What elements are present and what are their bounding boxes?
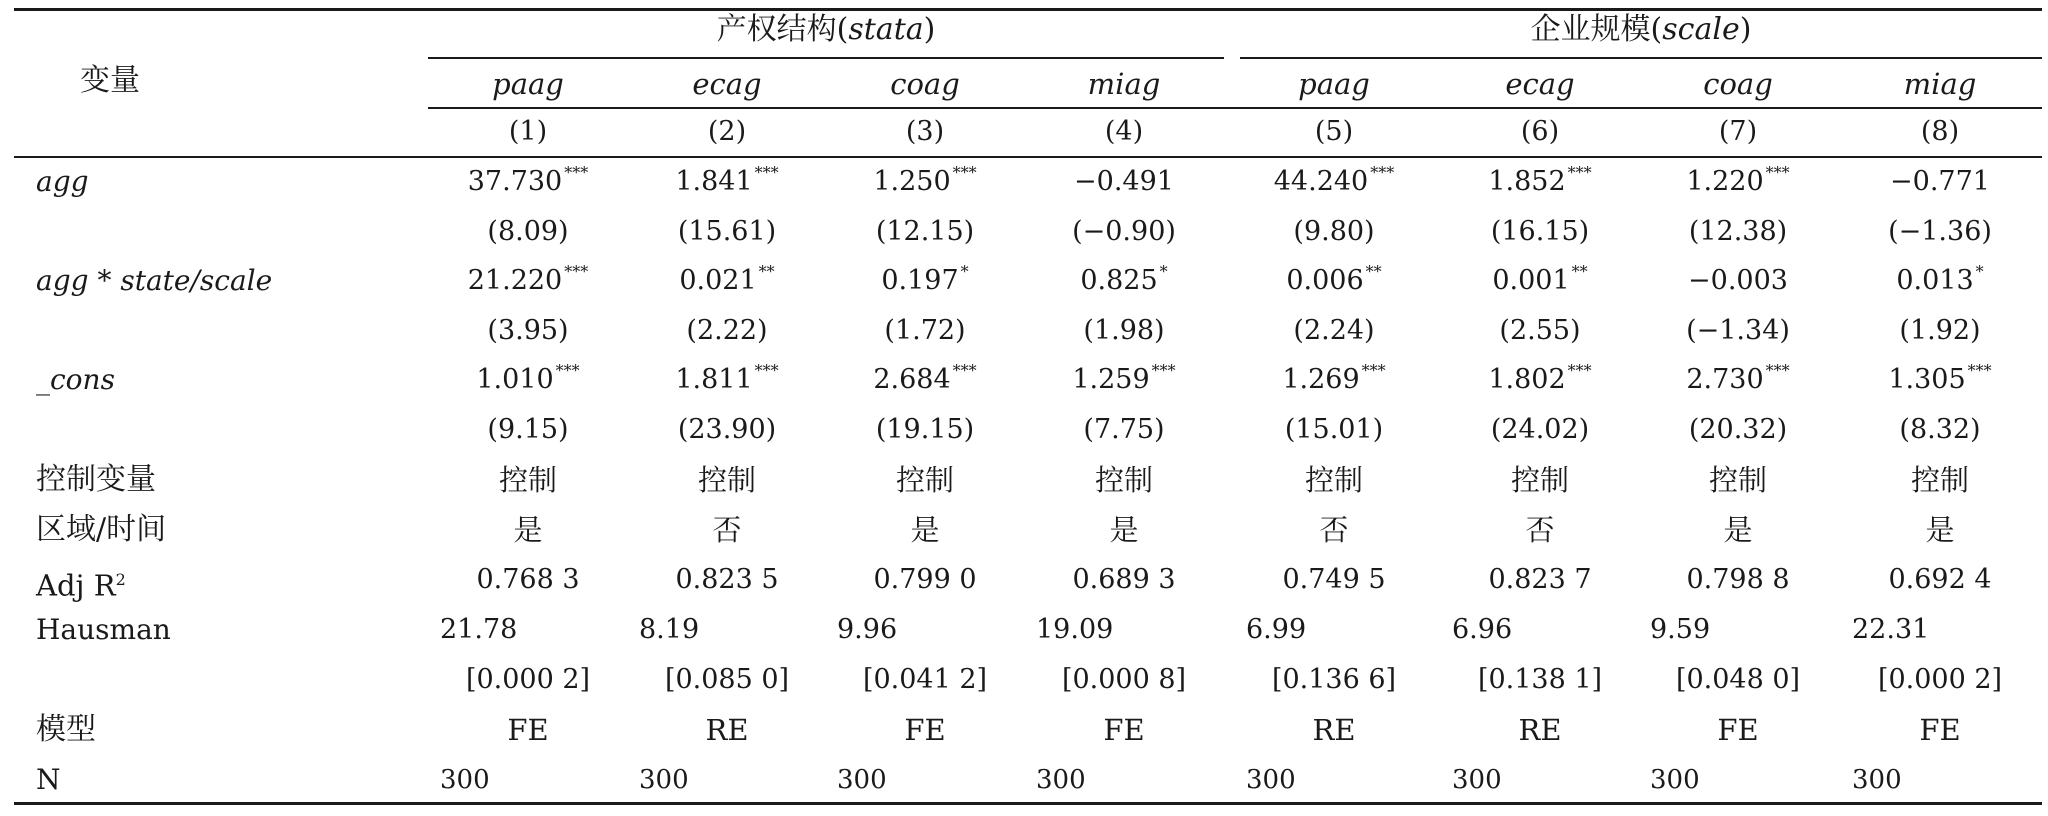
column-number: (2) <box>707 116 747 147</box>
controls-cell: 控制 <box>1910 463 1969 497</box>
group-header-scale: 企业规模(scale) <box>1530 12 1752 47</box>
row-label-n: N <box>36 763 61 796</box>
coefficient-cell <box>1442 363 1638 400</box>
coefficient-cell <box>827 165 1023 202</box>
region-time-cell: 是 <box>1109 513 1139 547</box>
coefficient-value: 1.811 <box>675 364 753 395</box>
coefficient-cell <box>430 363 626 400</box>
coefficient-value: −0.771 <box>1890 166 1990 197</box>
hausman-statistic-cell: 6.96 <box>1452 614 1513 645</box>
coefficient-cell <box>1640 363 1836 400</box>
n-cell: 300 <box>837 765 887 795</box>
coefficient-cell <box>1026 264 1222 301</box>
controls-cell: 控制 <box>1304 463 1363 497</box>
model-cell: RE <box>1518 713 1562 747</box>
coefficient-value: 0.013 <box>1896 265 1974 296</box>
adj-r2-superscript: 2 <box>115 570 126 589</box>
row-label-adj-r2 <box>36 563 126 603</box>
significance-stars: *** <box>952 163 977 182</box>
adj-r2-cell: 0.798 8 <box>1686 564 1790 595</box>
coefficient-value: −0.491 <box>1074 166 1174 197</box>
coefficient-value: 1.259 <box>1072 364 1150 395</box>
n-cell: 300 <box>1452 765 1502 795</box>
significance-stars: *** <box>1361 361 1386 380</box>
significance-stars: *** <box>1567 163 1592 182</box>
controls-cell: 控制 <box>1708 463 1767 497</box>
t-statistic-cell: (16.15) <box>1490 216 1590 247</box>
coefficient-value: 0.006 <box>1286 265 1364 296</box>
dependent-variable-label: miag <box>1903 67 1977 101</box>
model-cell: FE <box>507 713 549 747</box>
significance-stars: *** <box>754 361 779 380</box>
n-cell: 300 <box>1036 765 1086 795</box>
region-time-cell: 否 <box>712 513 742 547</box>
coefficient-value: −0.003 <box>1688 265 1788 296</box>
model-cell: FE <box>1103 713 1145 747</box>
t-statistic-cell: (12.15) <box>875 216 975 247</box>
variable-header: 变量 <box>80 63 140 98</box>
coefficient-value: 0.001 <box>1492 265 1570 296</box>
coefficient-cell <box>430 165 626 202</box>
region-time-cell: 是 <box>1723 513 1753 547</box>
region-time-cell: 是 <box>513 513 543 547</box>
row-label-model: 模型 <box>36 712 96 747</box>
significance-stars: *** <box>754 163 779 182</box>
significance-stars: ** <box>1571 262 1588 281</box>
model-cell: FE <box>1919 713 1961 747</box>
group-header-ownership: 产权结构(stata) <box>716 12 936 47</box>
hausman-statistic-cell: 22.31 <box>1852 614 1930 645</box>
t-statistic-cell: (−1.34) <box>1686 315 1790 346</box>
significance-stars: *** <box>1967 361 1992 380</box>
coefficient-cell <box>1236 264 1432 301</box>
dependent-variable-label: coag <box>890 67 960 101</box>
column-number: (3) <box>905 116 945 147</box>
hausman-statistic-cell: 19.09 <box>1036 614 1114 645</box>
t-statistic-cell: (1.72) <box>884 315 966 346</box>
hausman-statistic-cell: 6.99 <box>1246 614 1307 645</box>
significance-stars: *** <box>1765 163 1790 182</box>
n-cell: 300 <box>1650 765 1700 795</box>
t-statistic-cell: (8.32) <box>1899 414 1981 445</box>
region-time-cell: 是 <box>910 513 940 547</box>
hausman-pvalue-cell: [0.048 0] <box>1675 664 1801 695</box>
n-cell: 300 <box>1246 765 1296 795</box>
t-statistic-cell: (2.24) <box>1293 315 1375 346</box>
group2-rule <box>1240 57 2042 59</box>
coefficient-value: 44.240 <box>1273 166 1369 197</box>
t-statistic-cell: (15.61) <box>677 216 777 247</box>
coefficient-value: 1.269 <box>1282 364 1360 395</box>
t-statistic-cell: (9.80) <box>1293 216 1375 247</box>
row-label-region-time: 区域/时间 <box>36 512 167 547</box>
coefficient-value: 1.305 <box>1888 364 1966 395</box>
coefficient-cell <box>827 264 1023 301</box>
region-time-cell: 是 <box>1925 513 1955 547</box>
row-label-variable: agg * state/scale <box>36 264 273 297</box>
coefficient-value: 2.684 <box>873 364 951 395</box>
coefficient-cell <box>629 363 825 400</box>
depvar-rule <box>428 107 2042 109</box>
t-statistic-cell: (12.38) <box>1688 216 1788 247</box>
coefficient-cell <box>1842 363 2038 400</box>
coefficient-cell <box>629 165 825 202</box>
model-cell: RE <box>1312 713 1356 747</box>
t-statistic-cell: (−1.36) <box>1888 216 1992 247</box>
n-cell: 300 <box>639 765 689 795</box>
coefficient-cell <box>827 363 1023 400</box>
significance-stars: *** <box>952 361 977 380</box>
coefficient-value: 1.802 <box>1488 364 1566 395</box>
adj-r2-text: Adj R <box>36 568 116 603</box>
coefficient-value: 0.197 <box>881 265 959 296</box>
controls-cell: 控制 <box>498 463 557 497</box>
coefficient-value: 21.220 <box>467 265 563 296</box>
hausman-pvalue-cell: [0.136 6] <box>1271 664 1397 695</box>
coefficient-value: 0.021 <box>679 265 757 296</box>
coefficient-cell <box>1842 165 2038 199</box>
t-statistic-cell: (1.92) <box>1899 315 1981 346</box>
row-label-variable: agg <box>36 165 89 198</box>
hausman-statistic-cell: 8.19 <box>639 614 700 645</box>
significance-stars: *** <box>555 361 580 380</box>
hausman-pvalue-cell: [0.000 8] <box>1061 664 1187 695</box>
hausman-pvalue-cell: [0.138 1] <box>1477 664 1603 695</box>
t-statistic-cell: (20.32) <box>1688 414 1788 445</box>
hausman-pvalue-cell: [0.041 2] <box>862 664 988 695</box>
adj-r2-cell: 0.749 5 <box>1282 564 1386 595</box>
hausman-statistic-cell: 9.59 <box>1650 614 1711 645</box>
coefficient-cell <box>1026 165 1222 199</box>
significance-stars: * <box>1975 262 1984 281</box>
dependent-variable-label: paag <box>1298 67 1370 101</box>
coefficient-value: 1.852 <box>1488 166 1566 197</box>
dependent-variable-label: ecag <box>692 67 762 101</box>
coefficient-value: 1.841 <box>675 166 753 197</box>
coefficient-cell <box>1640 165 1836 202</box>
dependent-variable-label: paag <box>492 67 564 101</box>
dependent-variable-label: coag <box>1703 67 1773 101</box>
coefficient-value: 37.730 <box>467 166 563 197</box>
coefficient-cell <box>1442 264 1638 301</box>
controls-cell: 控制 <box>697 463 756 497</box>
coefficient-value: 1.220 <box>1686 166 1764 197</box>
adj-r2-cell: 0.823 7 <box>1488 564 1592 595</box>
column-number: (7) <box>1718 116 1758 147</box>
coefficient-cell <box>1236 363 1432 400</box>
row-label-controls: 控制变量 <box>36 462 156 497</box>
t-statistic-cell: (15.01) <box>1284 414 1384 445</box>
t-statistic-cell: (23.90) <box>677 414 777 445</box>
significance-stars: * <box>960 262 969 281</box>
coefficient-cell <box>1640 264 1836 298</box>
t-statistic-cell: (2.55) <box>1499 315 1581 346</box>
significance-stars: ** <box>1365 262 1382 281</box>
adj-r2-cell: 0.768 3 <box>476 564 580 595</box>
hausman-pvalue-cell: [0.000 2] <box>1877 664 2003 695</box>
significance-stars: *** <box>564 262 589 281</box>
significance-stars: *** <box>1370 163 1395 182</box>
significance-stars: *** <box>1151 361 1176 380</box>
coefficient-cell <box>629 264 825 301</box>
t-statistic-cell: (2.22) <box>686 315 768 346</box>
group1-rule <box>428 57 1224 59</box>
adj-r2-cell: 0.823 5 <box>675 564 779 595</box>
coefficient-value: 0.825 <box>1080 265 1158 296</box>
model-cell: FE <box>1717 713 1759 747</box>
t-statistic-cell: (7.75) <box>1083 414 1165 445</box>
column-number: (1) <box>508 116 548 147</box>
coefficient-value: 1.010 <box>476 364 554 395</box>
significance-stars: *** <box>1765 361 1790 380</box>
row-label-variable: _cons <box>36 363 115 396</box>
significance-stars: * <box>1159 262 1168 281</box>
adj-r2-cell: 0.689 3 <box>1072 564 1176 595</box>
model-cell: FE <box>904 713 946 747</box>
t-statistic-cell: (8.09) <box>487 216 569 247</box>
region-time-cell: 否 <box>1525 513 1555 547</box>
coefficient-cell <box>1026 363 1222 400</box>
column-number: (6) <box>1520 116 1560 147</box>
significance-stars: *** <box>1567 361 1592 380</box>
row-label-hausman: Hausman <box>36 613 171 646</box>
top-rule <box>14 8 2042 11</box>
coefficient-cell <box>1442 165 1638 202</box>
column-number: (4) <box>1104 116 1144 147</box>
hausman-pvalue-cell: [0.085 0] <box>664 664 790 695</box>
significance-stars: *** <box>564 163 589 182</box>
adj-r2-cell: 0.692 4 <box>1888 564 1992 595</box>
hausman-pvalue-cell: [0.000 2] <box>465 664 591 695</box>
controls-cell: 控制 <box>1510 463 1569 497</box>
coefficient-cell <box>1236 165 1432 202</box>
t-statistic-cell: (9.15) <box>487 414 569 445</box>
significance-stars: ** <box>758 262 775 281</box>
model-cell: RE <box>705 713 749 747</box>
adj-r2-cell: 0.799 0 <box>873 564 977 595</box>
hausman-statistic-cell: 21.78 <box>440 614 518 645</box>
column-number: (5) <box>1314 116 1354 147</box>
bottom-rule <box>14 802 2042 805</box>
t-statistic-cell: (19.15) <box>875 414 975 445</box>
controls-cell: 控制 <box>895 463 954 497</box>
t-statistic-cell: (−0.90) <box>1072 216 1176 247</box>
coefficient-value: 1.250 <box>873 166 951 197</box>
coefficient-cell <box>1842 264 2038 301</box>
header-bottom-rule <box>14 156 2042 158</box>
t-statistic-cell: (1.98) <box>1083 315 1165 346</box>
hausman-statistic-cell: 9.96 <box>837 614 898 645</box>
dependent-variable-label: miag <box>1087 67 1161 101</box>
region-time-cell: 否 <box>1319 513 1349 547</box>
controls-cell: 控制 <box>1094 463 1153 497</box>
t-statistic-cell: (3.95) <box>487 315 569 346</box>
n-cell: 300 <box>440 765 490 795</box>
column-number: (8) <box>1920 116 1960 147</box>
dependent-variable-label: ecag <box>1505 67 1575 101</box>
t-statistic-cell: (24.02) <box>1490 414 1590 445</box>
coefficient-cell <box>430 264 626 301</box>
n-cell: 300 <box>1852 765 1902 795</box>
coefficient-value: 2.730 <box>1686 364 1764 395</box>
